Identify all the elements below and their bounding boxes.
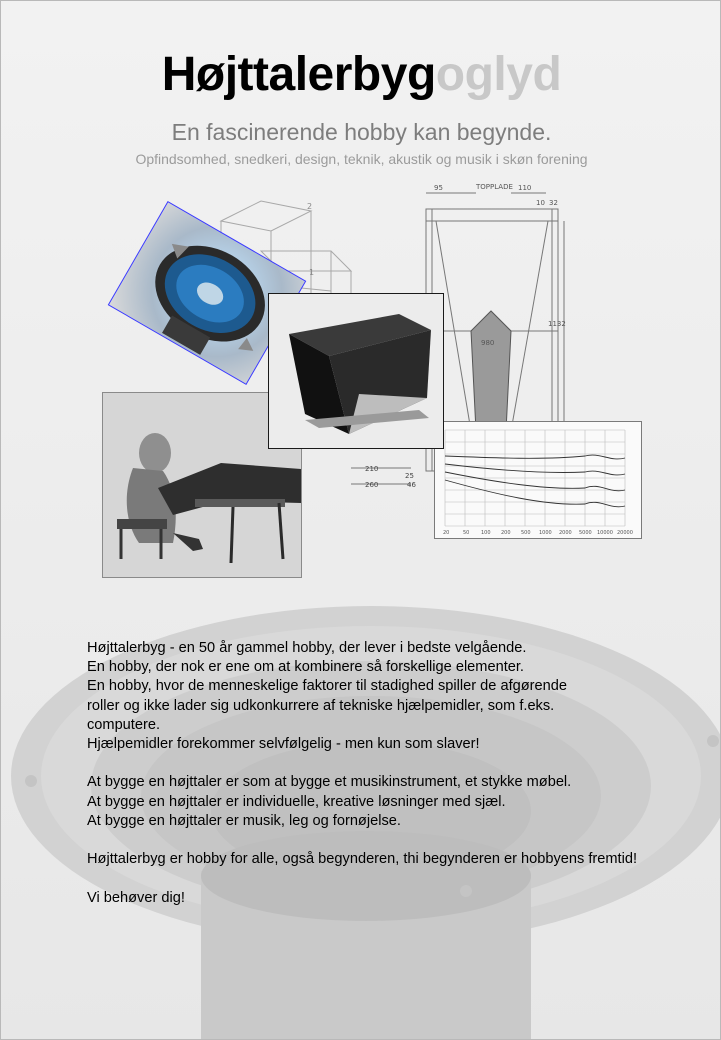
graph-x-tick: 1000 bbox=[539, 530, 552, 536]
sketch-label-6: 1 bbox=[309, 268, 315, 277]
paragraph-gap bbox=[87, 869, 707, 888]
graph-x-tick: 100 bbox=[481, 530, 491, 536]
cube-speaker-illustration bbox=[269, 294, 443, 448]
intro-line: Hjælpemidler forekommer selvfølgelig - men kun som slaver! bbox=[87, 736, 480, 753]
building-line: At bygge en højttaler er individuelle, kreative løsninger med sjæl. bbox=[87, 793, 506, 810]
tagline: Opfindsomhed, snedkeri, design, teknik, akustik og musik i skøn forening bbox=[135, 151, 588, 167]
frequency-graph-plot bbox=[435, 422, 641, 538]
intro-line: En hobby, hvor de menneskelige faktorer til stadighed spiller de afgørende bbox=[87, 678, 567, 695]
building-line: At bygge en højttaler er musik, leg og fornøjelse. bbox=[87, 812, 401, 829]
site-title bbox=[1, 47, 721, 103]
intro-line: Højttalerbyg - en 50 år gammel hobby, der lever i bedste velgående. bbox=[87, 640, 527, 656]
blueprint-dim-110: 110 bbox=[518, 184, 532, 192]
blueprint-dim-95: 95 bbox=[434, 184, 443, 192]
graph-x-tick: 5000 bbox=[579, 530, 592, 536]
graph-x-tick: 20000 bbox=[617, 530, 633, 536]
graph-x-tick: 50 bbox=[463, 530, 470, 536]
paragraph-gap bbox=[87, 831, 707, 850]
dim-25: 25 bbox=[405, 472, 414, 480]
building-line: At bygge en højttaler er som at bygge et musikinstrument, et stykke møbel. bbox=[87, 774, 572, 791]
cube-speaker-photo bbox=[268, 293, 444, 449]
title-dark-part: Højttalerbyg bbox=[161, 48, 436, 101]
intro-line: computere. bbox=[87, 716, 161, 733]
dimension-annotations bbox=[351, 456, 431, 496]
graph-x-tick: 200 bbox=[501, 530, 511, 536]
closing-line: Vi behøver dig! bbox=[87, 889, 185, 906]
blueprint-dim-980: 980 bbox=[481, 339, 495, 347]
subtitle: En fascinerende hobby kan begynde. bbox=[171, 119, 552, 145]
sketch-label-5: 2 bbox=[307, 202, 313, 211]
intro-line: En hobby, der nok er ene om at kombinere så forskellige elementer. bbox=[87, 659, 524, 676]
intro-line: roller og ikke lader sig udkonkurrere af tekniske hjælpemidler, som f.eks. bbox=[87, 697, 555, 714]
graph-x-tick: 500 bbox=[521, 530, 531, 536]
paragraph-gap bbox=[87, 754, 707, 773]
blueprint-label-topplade: TOPPLADE bbox=[476, 183, 513, 191]
dim-210: 210 bbox=[365, 465, 379, 473]
blueprint-dim-10: 10 bbox=[536, 199, 545, 207]
graph-x-tick: 2000 bbox=[559, 530, 572, 536]
hobby-for-all-line: Højttalerbyg er hobby for alle, også begynderen, thi begynderen er hobbyens fremtid! bbox=[87, 851, 638, 868]
dim-46: 46 bbox=[407, 481, 416, 489]
graph-x-tick: 10000 bbox=[597, 530, 613, 536]
graph-x-tick: 20 bbox=[443, 530, 450, 536]
title-light-part: oglyd bbox=[435, 48, 562, 101]
blueprint-dim-1132: 1132 bbox=[548, 320, 566, 328]
dim-260: 260 bbox=[365, 481, 379, 489]
blueprint-dim-32: 32 bbox=[549, 199, 558, 207]
intro-text bbox=[87, 639, 707, 908]
frequency-response-graph bbox=[434, 421, 642, 539]
